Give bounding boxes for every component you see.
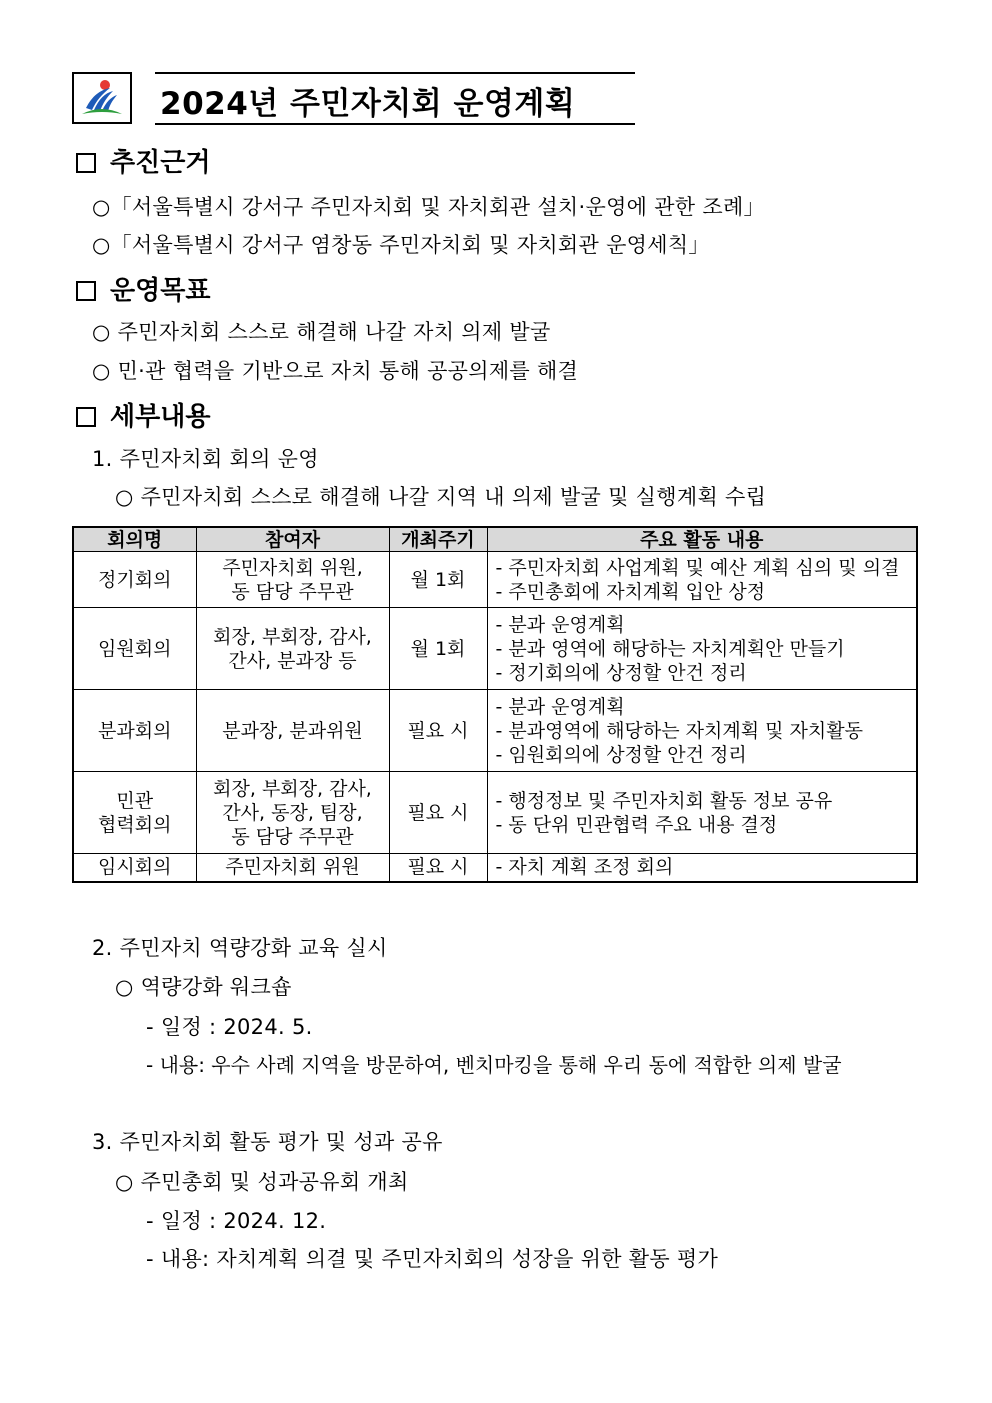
- activity-line: - 임원회의에 상정할 안건 정리: [495, 743, 747, 766]
- section-heading-goals-text: 운영목표: [110, 276, 211, 306]
- participant-line: 회장, 부회장, 감사,: [213, 777, 372, 800]
- participant-line: 간사, 동장, 팀장,: [222, 801, 363, 824]
- activity-line: - 분과영역에 해당하는 자치계획 및 자치활동: [495, 719, 863, 742]
- meeting-name: 민관: [116, 789, 154, 812]
- district-logo-icon: [74, 74, 130, 122]
- participant-line: 주민자치회 위원: [225, 856, 360, 879]
- goal-item-2: ○ 민·관 협력을 기반으로 자치 통해 공공의제를 해결: [92, 359, 579, 383]
- participant-line: 동 담당 주무관: [231, 825, 354, 848]
- checkbox-square-icon: [76, 281, 96, 301]
- activity-line: - 분과 운영계획: [495, 695, 625, 718]
- basis-item-1: ○「서울특별시 강서구 주민자치회 및 자치회관 설치·운영에 관한 조례」: [92, 195, 765, 219]
- cycle-cell: 월 1회: [389, 608, 487, 690]
- participants-cell: [196, 854, 389, 882]
- activities-cell: [487, 690, 917, 772]
- participant-line: 동 담당 주무관: [231, 580, 354, 603]
- meeting-name: 임원회의: [98, 637, 172, 660]
- sub2-content: - 내용: 우수 사례 지역을 방문하여, 벤치마킹을 통해 우리 동에 적합한 의제 발굴: [146, 1053, 842, 1077]
- participants-cell: [196, 608, 389, 690]
- participants-cell: [196, 772, 389, 854]
- participants-cell: [196, 690, 389, 772]
- activities-cell: [487, 772, 917, 854]
- cycle-cell: 필요 시: [389, 854, 487, 882]
- participant-line: 간사, 분과장 등: [228, 649, 357, 672]
- meeting-name-cell: [73, 690, 196, 772]
- table-row: [73, 608, 917, 690]
- activity-line: - 주민총회에 자치계획 입안 상정: [495, 580, 766, 603]
- activity-line: - 행정정보 및 주민자치회 활동 정보 공유: [495, 789, 833, 812]
- section-heading-basis: [76, 142, 210, 179]
- meeting-table: [72, 526, 918, 883]
- activities-cell: [487, 552, 917, 608]
- sub3-content: - 내용: 자치계획 의결 및 주민자치회의 성장을 위한 활동 평가: [146, 1247, 719, 1271]
- table-header-cell: 주요 활동 내용: [487, 527, 917, 552]
- basis-item-2: ○「서울특별시 강서구 염창동 주민자치회 및 자치회관 운영세칙」: [92, 233, 710, 257]
- section-heading-details: [76, 396, 210, 433]
- sub3-bullet: ○ 주민총회 및 성과공유회 개최: [115, 1170, 409, 1194]
- checkbox-square-icon: [76, 153, 96, 173]
- section-heading-goals: [76, 270, 210, 307]
- table-header-row: [73, 527, 917, 552]
- activity-line: - 자치 계획 조정 회의: [495, 856, 674, 879]
- participant-line: 회장, 부회장, 감사,: [213, 625, 372, 648]
- sub1-bullet: ○ 주민자치회 스스로 해결해 나갈 지역 내 의제 발굴 및 실행계획 수립: [115, 485, 767, 509]
- meeting-name-cell: [73, 552, 196, 608]
- meeting-name-cell: [73, 608, 196, 690]
- cycle-cell: 월 1회: [389, 552, 487, 608]
- meeting-name: 임시회의: [98, 856, 172, 879]
- participant-line: 분과장, 분과위원: [222, 719, 363, 742]
- participant-line: 주민자치회 위원,: [222, 556, 363, 579]
- cycle-cell: 필요 시: [389, 690, 487, 772]
- activity-line: - 분과 운영계획: [495, 613, 625, 636]
- meeting-name-cell: [73, 772, 196, 854]
- section-heading-details-text: 세부내용: [110, 402, 211, 432]
- meeting-name: 정기회의: [98, 568, 172, 591]
- activity-line: - 주민자치회 사업계획 및 예산 계획 심의 및 의결: [495, 556, 900, 579]
- activities-cell: [487, 608, 917, 690]
- district-logo: [72, 72, 132, 124]
- cycle-cell: 필요 시: [389, 772, 487, 854]
- sub2-schedule: - 일정 : 2024. 5.: [146, 1015, 313, 1039]
- activity-line: - 분과 영역에 해당하는 자치계획안 만들기: [495, 637, 845, 660]
- table-header-cell: 참여자: [196, 527, 389, 552]
- goal-item-1: ○ 주민자치회 스스로 해결해 나갈 자치 의제 발굴: [92, 320, 551, 344]
- table-row: [73, 854, 917, 882]
- checkbox-square-icon: [76, 407, 96, 427]
- page-title: 2024년 주민자치회 운영계획: [160, 86, 576, 122]
- table-header-cell: 회의명: [73, 527, 196, 552]
- table-header-cell: 개최주기: [389, 527, 487, 552]
- sub1-title: 1. 주민자치회 회의 운영: [92, 447, 319, 471]
- activity-line: - 동 단위 민관협력 주요 내용 결정: [495, 813, 778, 836]
- meeting-name-cell: [73, 854, 196, 882]
- sub3-schedule: - 일정 : 2024. 12.: [146, 1209, 327, 1233]
- participants-cell: [196, 552, 389, 608]
- meeting-name: 협력회의: [98, 813, 172, 836]
- meeting-name: 분과회의: [98, 719, 172, 742]
- section-heading-basis-text: 추진근거: [110, 148, 211, 178]
- sub2-bullet: ○ 역량강화 워크숍: [115, 975, 292, 999]
- table-row: [73, 690, 917, 772]
- table-row: [73, 552, 917, 608]
- sub2-title: 2. 주민자치 역량강화 교육 실시: [92, 936, 388, 960]
- table-row: [73, 772, 917, 854]
- activity-line: - 정기회의에 상정할 안건 정리: [495, 661, 747, 684]
- activities-cell: [487, 854, 917, 882]
- sub3-title: 3. 주민자치회 활동 평가 및 성과 공유: [92, 1130, 443, 1154]
